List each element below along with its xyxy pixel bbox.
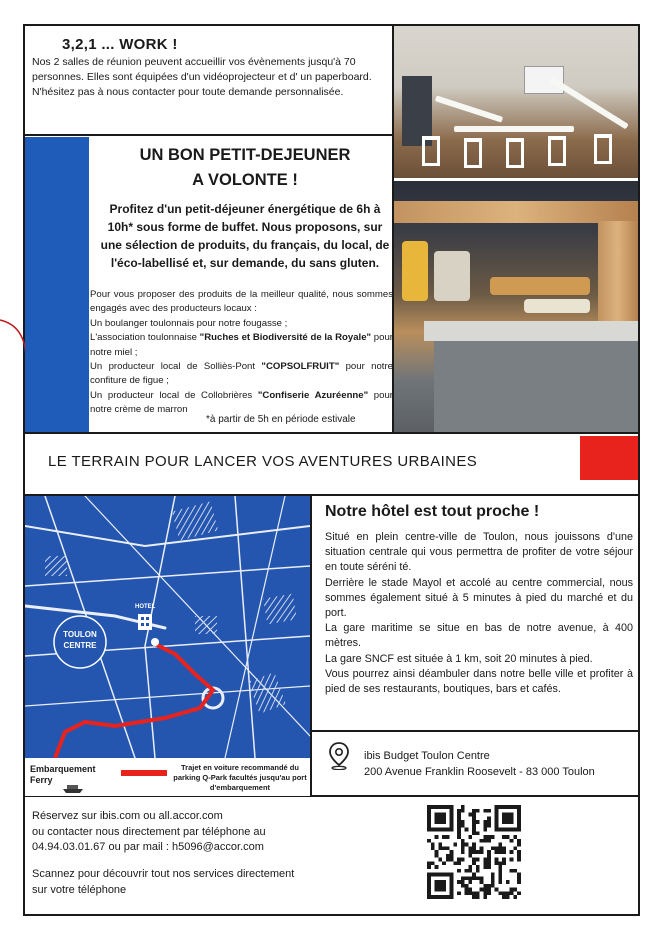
route-legend-text: Trajet en voiture recommandé du parking Q-Park facultés jusqu'au port d'embarquement (173, 763, 307, 792)
location-description (325, 530, 633, 697)
red-accent-square (580, 436, 638, 480)
ferry-icon (62, 784, 84, 794)
counter-top (424, 321, 638, 341)
location-paragraph: Derrière le stade Mayol et accolé au centre commercial, nous sommes également situé à 5 minutes à pied du marché et du port. (325, 576, 633, 620)
city-map (25, 496, 310, 758)
hotel-map-label: HOTEL (135, 604, 156, 610)
location-paragraph: La gare SNCF est située à 1 km, soit 20 minutes à pied. (325, 652, 593, 665)
chair (464, 138, 482, 168)
location-title: Notre hôtel est tout proche ! (325, 503, 540, 520)
work-description: Nos 2 salles de réunion peuvent accueillir vos évènements jusqu'à 70 personnes. Elles sont équipées d'un vidéoprojecteur et d' un paperboard. N'hésitez pas à nous contacter pour toute demande personnalisée. (32, 56, 372, 98)
location-paragraph: Situé en plein centre-ville de Toulon, nous jouissons d'une situation centrale qui vous permettra de profiter de votre séjour en toute séréni té. (325, 531, 633, 574)
summer-hours-note: *à partir de 5h en période estivale (206, 414, 356, 425)
producer-list (90, 288, 393, 418)
scan-line: Scannez pour découvrir tout nos services directement (32, 868, 295, 880)
table (549, 77, 629, 130)
producer-item: Un boulanger toulonnais pour notre fougasse ; (90, 317, 288, 329)
breakfast-title-line2: A VOLONTE ! (192, 171, 298, 189)
ferry-label-line1: Embarquement (30, 764, 96, 774)
table (435, 95, 503, 122)
table (454, 126, 574, 132)
contact-line: ou contacter nous directement par téléphone au (32, 825, 266, 838)
producer-name: "COPSOLFRUIT" (261, 361, 340, 373)
city-center-label-line1: TOULON (63, 630, 97, 639)
producer-text: L'association toulonnaise (90, 332, 200, 344)
producer-text: pour notre miel ; (90, 332, 394, 358)
ferry-label-line2: Ferry (30, 775, 53, 785)
contact-booking-line[interactable]: Réservez sur ibis.com ou all.accor.com (32, 810, 223, 822)
chair (506, 138, 524, 168)
producer-item (90, 360, 393, 389)
terrain-title: LE TERRAIN POUR LANCER VOS AVENTURES URBAINES (48, 453, 478, 470)
producer-text: Un producteur local de Solliès-Pont (90, 361, 262, 373)
divider (310, 730, 640, 732)
work-title: 3,2,1 ... WORK ! (62, 36, 178, 53)
location-paragraph: Vous pourrez ainsi déambuler dans notre belle ville et profiter à pied de ses restaurants, boutiques, bars et cafés. (325, 667, 633, 696)
divider (310, 494, 312, 796)
plates (524, 299, 590, 313)
producer-item (90, 331, 393, 360)
city-center-label-line2: CENTRE (63, 641, 97, 650)
divider (25, 134, 393, 136)
producer-text: pour notre crème de marron (90, 389, 393, 416)
juice-dispenser (402, 241, 428, 301)
producer-name: "Ruches et Biodiversité de la Royale" (199, 332, 372, 344)
ferry-label (30, 764, 96, 786)
scan-instructions (32, 867, 332, 898)
divider (25, 432, 640, 434)
address-hotel-name: ibis Budget Toulon Centre (364, 750, 490, 762)
wood-canopy (394, 201, 638, 223)
blue-accent-bar (25, 137, 89, 432)
city-center-label (54, 629, 106, 651)
location-pin-icon (328, 742, 350, 770)
coffee-machine (434, 251, 470, 301)
chair (548, 136, 566, 166)
contact-phone-email[interactable]: 04.94.03.01.67 ou par mail : h5096@accor.com (32, 841, 264, 853)
breakfast-intro: Profitez d'un petit-déjeuner énergétique de 6h à 10h* sous forme de buffet. Nous proposons, sur une sélection de produits, du français, du local, de l'éco-labellisé et, sur demande, du sans gluten. (100, 202, 390, 270)
producer-text: pour notre confiture de figue ; (90, 361, 393, 387)
location-paragraph: La gare maritime se situe en bas de notre avenue, à 400 mètres. (325, 622, 633, 650)
qr-code[interactable] (427, 805, 521, 899)
scan-line: sur votre téléphone (32, 883, 127, 896)
breakfast-title (96, 143, 394, 193)
breakfast-buffet-photo (394, 181, 638, 432)
contact-info (32, 809, 322, 856)
chair (594, 134, 612, 164)
producers-intro: Pour vous proposer des produits de la meilleur qualité, nous sommes engagés avec des producteurs locaux : (90, 289, 393, 315)
meeting-room-photo (394, 26, 638, 178)
producer-name: "Confiserie Azuréenne" (257, 389, 369, 401)
route-legend-swatch (121, 770, 167, 776)
bread-basket (490, 277, 590, 295)
producer-text: Un producteur local de Collobrières (90, 389, 258, 401)
chair (422, 136, 440, 166)
address-street: 200 Avenue Franklin Roosevelt - 83 000 Toulon (364, 766, 595, 778)
breakfast-title-line1: UN BON PETIT-DEJEUNER (139, 146, 351, 164)
counter-front (434, 341, 638, 432)
